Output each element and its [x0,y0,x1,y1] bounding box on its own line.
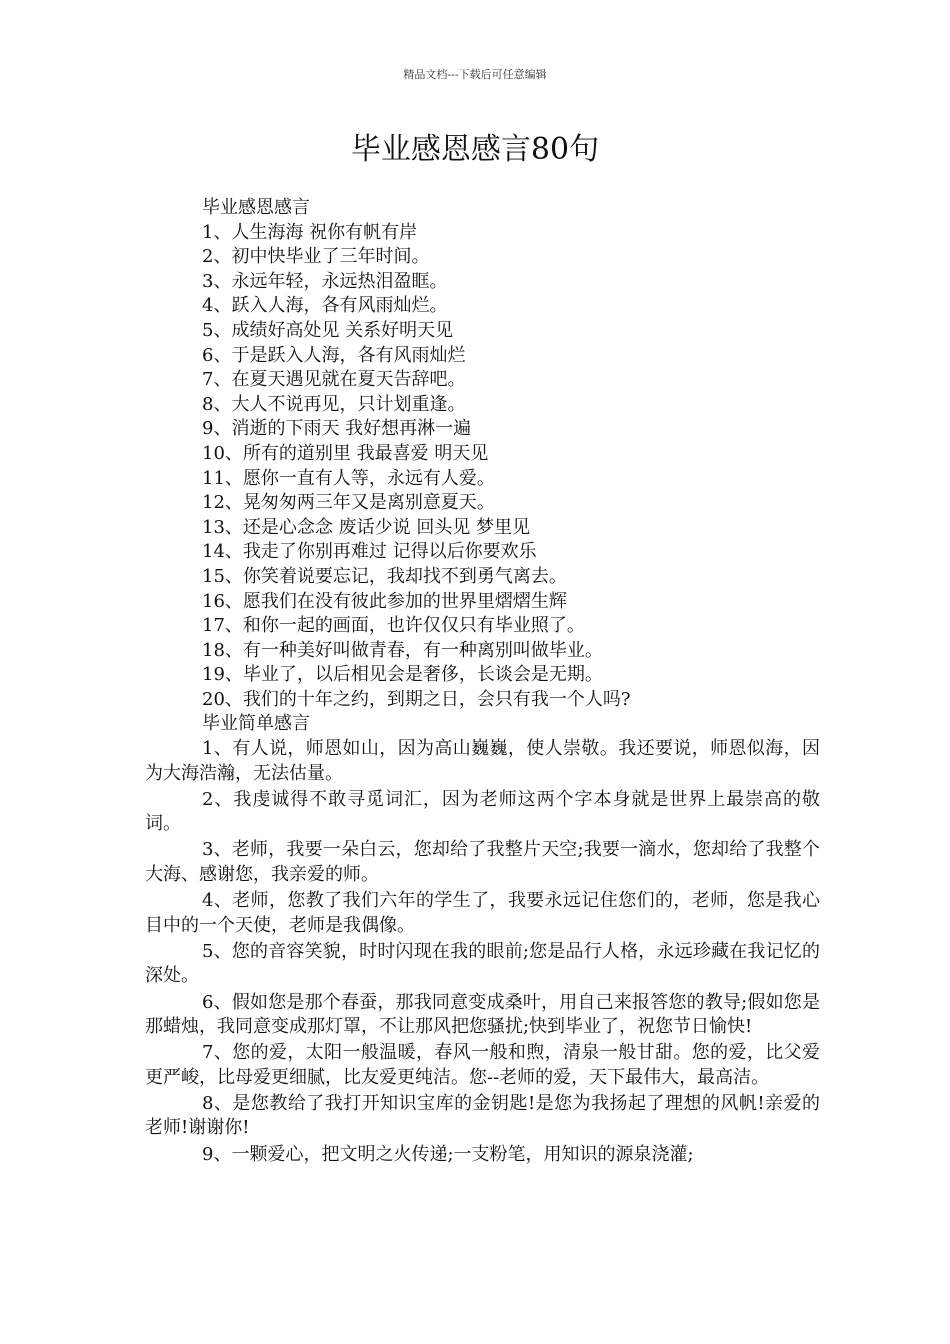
paragraph: 6、假如您是那个春蚕，那我同意变成桑叶，用自己来报答您的教导;假如您是那蜡烛，我同意变成那灯罩，不让那风把您骚扰;快到毕业了，祝您节日愉快! [145,991,820,1038]
list-item: 1、人生海海 祝你有帆有岸 [202,221,418,243]
list-item: 17、和你一起的画面，也许仅仅只有毕业照了。 [202,615,585,637]
paragraph: 7、您的爱，太阳一般温暖，春风一般和煦，清泉一般甘甜。您的爱，比父爱更严峻，比母爱更细腻，比友爱更纯洁。您--老师的爱，天下最伟大，最高洁。 [145,1042,820,1088]
paragraph: 1、有人说，师恩如山，因为高山巍巍，使人崇敬。我还要说，师恩似海，因为大海浩瀚，无法估量。 [145,738,820,784]
list-item: 14、我走了你别再难过 记得以后你要欢乐 [202,541,537,563]
list-item: 8、大人不说再见，只计划重逢。 [202,393,466,415]
list-item: 12、晃匆匆两三年又是离别意夏天。 [202,492,495,514]
list-item: 20、我们的十年之约，到期之日，会只有我一个人吗? [202,688,631,710]
paragraph: 4、老师，您教了我们六年的学生了，我要永远记住您们的，老师，您是我心目中的一个天使，老师是我偶像。 [145,890,820,936]
list-item: 16、愿我们在没有彼此参加的世界里熠熠生辉 [202,590,567,612]
list-item: 5、成绩好高处见 关系好明天见 [202,319,454,341]
list-item: 11、愿你一直有人等，永远有人爱。 [202,467,495,489]
paragraph: 9、一颗爱心，把文明之火传递;一支粉笔，用知识的源泉浇灌; [202,1143,694,1165]
list-item: 10、所有的道别里 我最喜爱 明天见 [202,442,489,464]
list-item: 2、初中快毕业了三年时间。 [202,246,430,268]
section-heading-thanks: 毕业感恩感言 [202,197,310,218]
list-item: 4、跃入人海，各有风雨灿烂。 [202,295,448,317]
paragraph: 5、您的音容笑貌，时时闪现在我的眼前;您是品行人格，永远珍藏在我记忆的深处。 [145,940,820,987]
paragraph: 2、我虔诚得不敢寻觅词汇，因为老师这两个字本身就是世界上最崇高的敬词。 [145,788,820,835]
section-heading-simple: 毕业简单感言 [202,713,310,735]
list-item: 18、有一种美好叫做青春，有一种离别叫做毕业。 [202,639,603,661]
paragraph: 8、是您教给了我打开知识宝库的金钥匙!是您为我扬起了理想的风帆!亲爱的老师!谢谢你! [145,1092,820,1139]
list-item: 6、于是跃入人海，各有风雨灿烂 [202,344,466,366]
list-item: 19、毕业了，以后相见会是奢侈，长谈会是无期。 [202,664,603,686]
list-item: 7、在夏天遇见就在夏天告辞吧。 [202,369,466,391]
document-body [145,196,820,1169]
list-item: 15、你笑着说要忘记，我却找不到勇气离去。 [202,565,567,587]
list-item: 9、消逝的下雨天 我好想再淋一遍 [202,418,472,440]
list-item: 3、永远年轻，永远热泪盈眶。 [202,270,448,292]
page-header-note: 精品文档---下载后可任意编辑 [403,68,547,81]
paragraph: 3、老师，我要一朵白云，您却给了我整片天空;我要一滴水，您却给了我整个大海、感谢您，我亲爱的师。 [145,839,820,886]
document-title: 毕业感恩感言80句 [350,132,600,167]
list-item: 13、还是心念念 废话少说 回头见 梦里见 [202,516,531,538]
